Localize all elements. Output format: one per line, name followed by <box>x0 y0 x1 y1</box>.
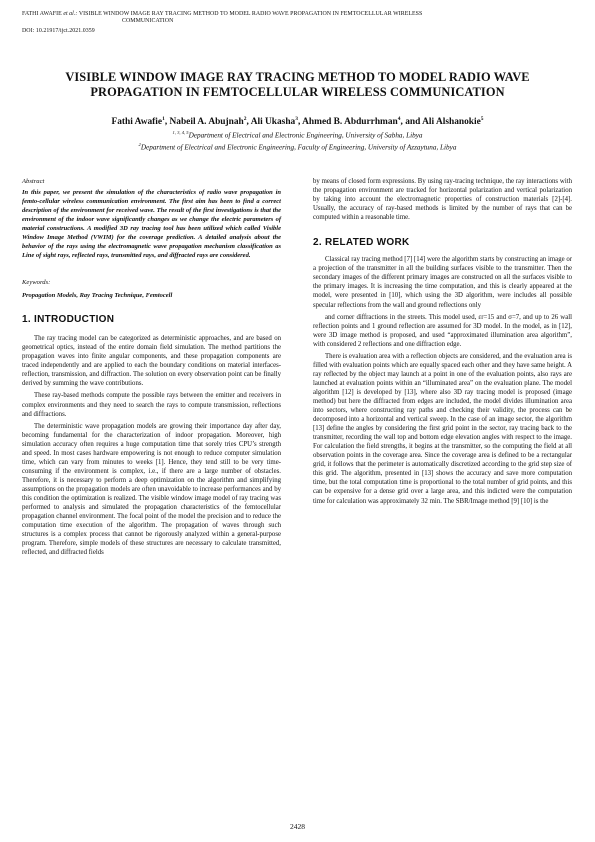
author: Ali Ukasha$^3$, <box>250 116 303 128</box>
author: Ahmed B. Abdurrhman$^4$, and <box>302 116 423 128</box>
body-paragraph: Classical ray tracing method [7] [14] were the algorithm starts by constructing an image or a projection of the transmitter in all the building surfaces visible to the transmitter. Then the secondary images of the different primary images are constructed on all the surfaces visible to the primary images. It is increasing the time computation, and this is clearly appeared at the model, were presented in [10], which using the 3D algorithm, were includes all possible specular reflections from the wall and ground reflections only <box>313 256 572 309</box>
body-paragraph: by means of closed form expressions. By using ray-tracing technique, the ray interactions with the propagation environment are tracked for horizontal polarization and vertical polarization by taking into account the electromagnetic properties of construction materials [2]-[4]. Usually, the accuracy of ray-based methods is limited by the number of rays that can be computed within a reasonable time. <box>313 178 572 222</box>
author-list <box>22 116 573 127</box>
running-head-authors: FATHI AWAFIE <box>22 11 62 17</box>
paper-title: VISIBLE WINDOW IMAGE RAY TRACING METHOD TO MODEL RADIO WAVE PROPAGATION IN FEMTOCELLULAR WIRELESS COMMUNICATION <box>65 70 530 99</box>
author: Nabeil A. Abujnah$^2$, <box>169 116 251 128</box>
author: Ali Alshanokie$^5$ <box>422 116 484 128</box>
body-paragraph: The ray tracing model can be categorized as deterministic approaches, and are based on geometrical optics, instead of the entire domain field simulation. The method partitions the propagation waves into finite angular components, and these propagation components are traced independently and are applied to each the boundary conditions on material interfaces-reflection, transmission, and diffraction. The solution on every observation point can be finally derived by summing the wave contributions. <box>22 335 281 388</box>
left-column <box>22 177 281 560</box>
keywords-text: Propagation Models, Ray Tracing Technique, Femtocell <box>22 292 173 300</box>
abstract-heading: Abstract <box>22 178 45 185</box>
affiliation-1: $^{1, 3, 4, 5}$Department of Electrical and Electronic Engineering, University of Sabha, Libya <box>172 130 423 140</box>
author: Fathi Awafie$^1$, <box>111 116 170 128</box>
section-heading-introduction: 1. INTRODUCTION <box>22 314 115 326</box>
body-paragraph: The deterministic wave propagation models are growing their importance day after day, becoming fundamental for the characterization of indoor propagation. Moreover, high simulation accuracy often requires a huge computation time that sorely tries CPU’s strength and speed. In most cases hardware empowering is not enough to reduce computer simulation time, which can vary from minutes to weeks [1]. Hence, they tend still to be very time-consuming if the environment is complex, i.e., if there are a large number of obstacles. Therefore, it is necessary to perform a deep optimization on the algorithm and simplifying assumptions on the propagation models are often unavoidable to increase performances and by this condition the optimization is realized. The visible window image model of ray tracing was performed to analysis and simulated the propagation characteristics of the femtocellular propagation channel environment. The focal point of the model the precision and to reduce the computation time execution of the algorithm. The propagation of waves through such structures is a complex process that cannot be rigorously analyzed within a general-purpose program. Therefore, simple models of these structures are necessary to calculate transmitted, reflected, and diffracted fields <box>22 422 281 557</box>
running-head <box>22 11 572 36</box>
right-column <box>313 177 572 509</box>
running-head-title-line2: COMMUNICATION <box>122 18 174 25</box>
section-heading-related-work: 2. RELATED WORK <box>313 237 410 249</box>
body-paragraph: and corner diffractions in the streets. This model used, εr=15 and σ=7, and up to 26 wall reflection points and 1 ground reflection are assumed for 3D model. In the model, as in [12], were 3D image method is proposed, and used “approximated illumination area algorithm”, with considered 2 reflections and one diffraction edge. <box>313 313 572 348</box>
keywords-heading: Keywords: <box>22 279 51 287</box>
running-head-title-line1: VISIBLE WINDOW IMAGE RAY TRACING METHOD TO MODEL RADIO WAVE PROPAGATION IN FEMTOCELLULAR WIRELESS <box>78 11 423 17</box>
body-paragraph: There is evaluation area with a reflection objects are considered, and the evaluation area is filled with evaluation points which are equally spaced each other and they have same height. A ray reflected by the object may launch at a point in one of the evaluation points, also rays are launched at evaluation points within an “illuminated area” on the evaluation plane. The model algorithm [12] is developed by [13], where also 3D ray tracing model is proposed (image method) but here the diffracted from edges are included, the model divides illumination area into sectors, where constructing ray paths and checking their validity, the process can be decomposed into a horizontal and vertical sweep. In the case of an image sector, the algorithm [13] define the angles by considering the first grid point in the sector, ray tracing back to the transmitter, recording the wall top and bottom edge elevation angles with respect to the image. For calculation the field strengths, it begins at the transmitter, so the computing the field at all observation points in the coverage area. Since the coverage area is defined to be a rectangular grid, it follows that the perimeter is automatically discretized according to the grid step size of this grid. The algorithm, presented in [13] shows the accuracy and save more computation time, but the total computation time is proportional to the total number of grid points, and this can be expensive for a dense grid over a large area, and this indicted were the computation time for calculation was approximately 32 min. The SBR/Image method [9] [10] is the <box>313 352 572 505</box>
body-paragraph: These ray-based methods compute the possible rays between the emitter and receivers in complex environments and they need to search the rays to compute transmission, reflections and diffractions. <box>22 392 281 418</box>
running-head-etal: et al.: <box>63 11 78 17</box>
running-head-title <box>22 11 572 18</box>
doi: DOI: 10.21917/ijct.2021.0359 <box>22 28 95 35</box>
abstract-text: In this paper, we present the simulation of the characteristics of radio wave propagation in femto-cellular wireless communication environment. The first aim has been to find a correct description of the environment for received wave. The result of the first investigations is that the environment of the indoor wave significantly changes as we change the electric parameters of material constructions. A modified 3D ray tracing tool has been utilized which called Visible Window Image Method (VWIM) for the coverage prediction. A detailed analysis about the behavior of the rays using the electromagnetic wave propagation mechanism classification as Line of sight rays, reflected rays, transmitted rays, and diffracted rays are considered. <box>22 189 281 260</box>
affiliation-2: $^2$Department of Electrical and Electronic Engineering, Faculty of Engineering, University of Azzaytuna, Libya <box>138 142 457 152</box>
page-number: 2428 <box>290 822 305 831</box>
